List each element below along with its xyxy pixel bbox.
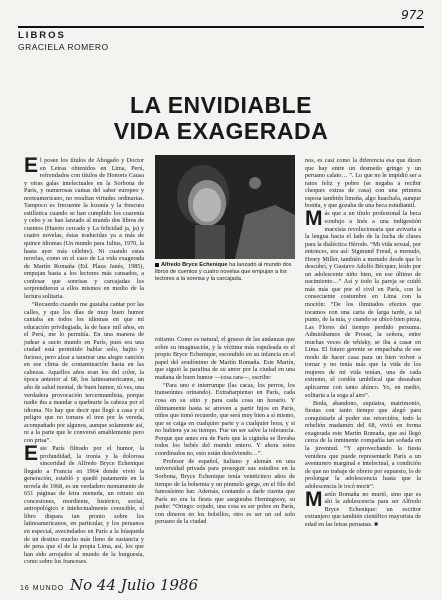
drop-cap: E	[24, 441, 39, 465]
headline-line-2: VIDA EXAGERADA	[113, 118, 329, 144]
article-paragraph: Más que a un título profesional la beca condujo a Inés a una indigestión marxista revolucionaria que avivaría a la lengua hacia el lado de la lucha de clases para la dialéctica Hérodo. “Mi vida sexual, por entonces, era así: Sigmund Freud, a menudo, Henry Miller, también a menudo desde que lo descubrí, y Gustavo Adolfo Bécquer, leído por un adolescente niño bien, en ese último de nacimiento…” Así y todo la pareja se cuidó más más que por el civil en París, con la consecuente costumbre en Lima con la moción: “De los ilimitados efectos que tocamos con una carta de larga tarde, a tal punto, de la mía, y cuando se ubicó bien pieza, Las Flores del tiempo perdido persuma. Admirábamos de Proust, la señora, entre muchas veces de whisky, se iba a casar en Lima. El futuro gerente se empachaba de ese modo de hacer casa para un bien volver a tornar y no tenía más que la vida de los mujeres de mi vida tenían, una de cada extremo, el cordón umbilical que deseaban aplicarme con tanto ahínco. Yo, en medio, solitaria a la soga al aire”.	[305, 207, 421, 399]
caption-name: Alfredo Bryce Echenique	[161, 262, 228, 268]
article-paragraph: Boda, abandono, siquiatra, matrimonio, fiestas con tanto tiempo que alegó para conquistarle al poder sus retorcidos, todo la rebelión madamén del 68, vivió en forma exagerada este Martín Romaña, que así llegó cerca de la inminente compañía tan soñada en la juventud. “Y aprovechando la fiesta venidera que puede representarle París a un aventurero marginal e intelectual, a condición de que no trabaje de obrero por supuesto, lo de prolongar la adolescencia hasta que la adolescencia le tocó morir”.	[305, 399, 421, 490]
caption-bullet	[155, 263, 159, 267]
section-header	[18, 24, 424, 54]
photo-caption	[155, 262, 295, 283]
article-paragraph: El posee los títulos de Abogado y Doctor en Letras obtenidos en Lima, Perú, refrendados con títulos de Honoris Causa y otras galas intelectuales en la Sorbona de París, y numerosas camas del saber europeo y norteamericano, no resultan virtudes ordinarias. Tampoco es frecuente la lozanía y la frescura estilística cuando se han cumplido los cuarenta y cebo y se han lanzado al mundo dos libros de cuentos (Huerto cercado y La felicidad ja, ja) y cuatro novelas, éstas traducidas ya a más de quince idiomas (Un mundo para Julius, 1970, la hasta ayer más célebre). Ni cuando estas novelas, como en el caso de La vida exagerada de Martín Romaña (Ed. Plaza Janés, 1985), empujan hasta a los lectores más cansados, a confesar que sonrisas y carcajadas los sorprendieron a ellos mismos en medio de la lectura solitaria.	[24, 154, 144, 300]
article-paragraph: nos, es casi como la diferencia esa que dicen que hay entre un desmedo gringo y un peruano calato… ”. Lo que no le impidió ser a ratos feliz y pobre (se negaba a recibir cheques extras de casa) con una primera esposa también limeña, algo huachafa, aunque bonita, y que gozaba de una beca estudiantil.	[305, 157, 421, 210]
author-byline: GRACIELA ROMERO	[18, 42, 109, 52]
section-rule	[18, 26, 424, 28]
drop-cap: M	[305, 487, 323, 511]
right-column	[305, 157, 421, 529]
page-number: 972	[401, 8, 424, 22]
drop-cap: M	[305, 207, 323, 231]
author-photo	[155, 155, 295, 259]
headline-line-1: LA ENVIDIABLE	[130, 92, 312, 118]
caption-text: ha lanzado al mundo dos libros de cuentos y cuatro novelas que empujan a los lectores a la sonrisa y la carcajada.	[155, 262, 292, 282]
article-paragraph: Martín Romaña no murió, sino que es ahí la adolescencia para ser Alfredo Bryce Echenique: un escritor extranjero que también científico mayorista de edad en las letras peruanas. ■	[305, 487, 421, 529]
article-paragraph: Este París filtrado por el humor, la profundidad, la ironía y la dolorosa sinceridad de Alfredo Bryce Echenique llegado a Francia en 1964 donde vivió la generación, establó y quedó justamente en la novela de 1968, es un verdadero monumento de 651 páginas de letra menuda, un retrato sin concesiones, mordiente, histórico, social, antropológico e intelectualmente conocible, el libro dispara tan pronto sobre los latinoamericanos, en particular, y los peruanos en especial, avecindados en París a la búsqueda de un destino mucho más lleno de sustancia y de pena que el de la propia Lima, así, los que han sido arrojados al mundo de la burguesía, como sobre los franceses.	[24, 441, 144, 566]
left-column	[24, 154, 144, 566]
footer-magazine: MUNDO	[32, 585, 65, 592]
article-paragraph: “Recuerdo cuando me gustaba cantar por las calles, y que los días de muy buen humor cantaba en todos los idiomas en que mi educación privilegiada, la de hace mil años, en el Perú, me lo permitía. En una manera de judear a sucio mundo en París, pues era una ciudad está permitido hablar solo, bajito y furioso, pero alzar a tararear una alegre canción en ese clima de contaminación hasta en las cabezas. Aquellos años eran los del color, la época anterior al 68, los latinoamericanos, un año de salud mental, de buen humor, tú ves, una verdadera provocación tercermundista, porque nadie iba a mandar a quebrarte la cabeza por el idioma. No hay que decir que llegó a casa y el peligro que no tomara el tren por la vereda, acompañado por algunos, aunque solamente así, ni a la parte que le conversó amablemente pero con prisa”.	[24, 300, 144, 444]
article-paragraph: Profesor de español, italiano y alemán en una universidad privada para proseguir sus estudios en la Sorbona, Bryce Echenique tenía veinticinco años de tiempo de la bohemia y un pinmelo gorge, en el filo del famosísimo bar. Además, contando a darle cuenta que París no era la fiesta que aseguraba Hemingway, su padre: “Oringo: cojudo, una cosa es ser pobre en París, con dineros en los bolsillos, otro es ser un sol solo peruano de la ciudad	[155, 457, 295, 526]
middle-column	[155, 336, 295, 526]
author-portrait-image	[155, 155, 295, 259]
section-label: LIBROS	[18, 30, 66, 41]
headline	[0, 92, 442, 144]
drop-cap: E	[24, 154, 39, 177]
footer-page-number: 16	[20, 585, 30, 592]
article-paragraph: rotismo. Como es natural, el grueso de las andanzas que sobre su imaginación, y la víctima más vapuleada es el propio Bryce Echenique, escondido en su infancia en el papel del seudónimo de Martín Romaña. Este Martín, que siguió la parafina de su amor por la ciudad en una mañana de buen humor —cosa rara—, escribe:	[155, 336, 295, 381]
footer	[20, 585, 64, 592]
article-paragraph: “Para uno e interrumpe (las cacas, los perros, los transeúntes orinando). Extrañarpienso en París, cada cosa en su sitio y para cada cosa un horario. Y últimamente hasta se atreven a partir hijos en París, niños que tomó recuerdo, que será muy bien a sí mismo, que se caiga en cualquier parte y a cualquier hora, y si no hubiera ya su tiempo. Fue un ser salve la tolerancia. Porque que antes era de París que la cigüeña se llevaba todos los bebés del mundo entero. Y ahora estos coordinados no, esto están desolviendo…”.	[155, 381, 295, 457]
handwritten-date-note: No 44 Julio 1986	[70, 576, 199, 594]
